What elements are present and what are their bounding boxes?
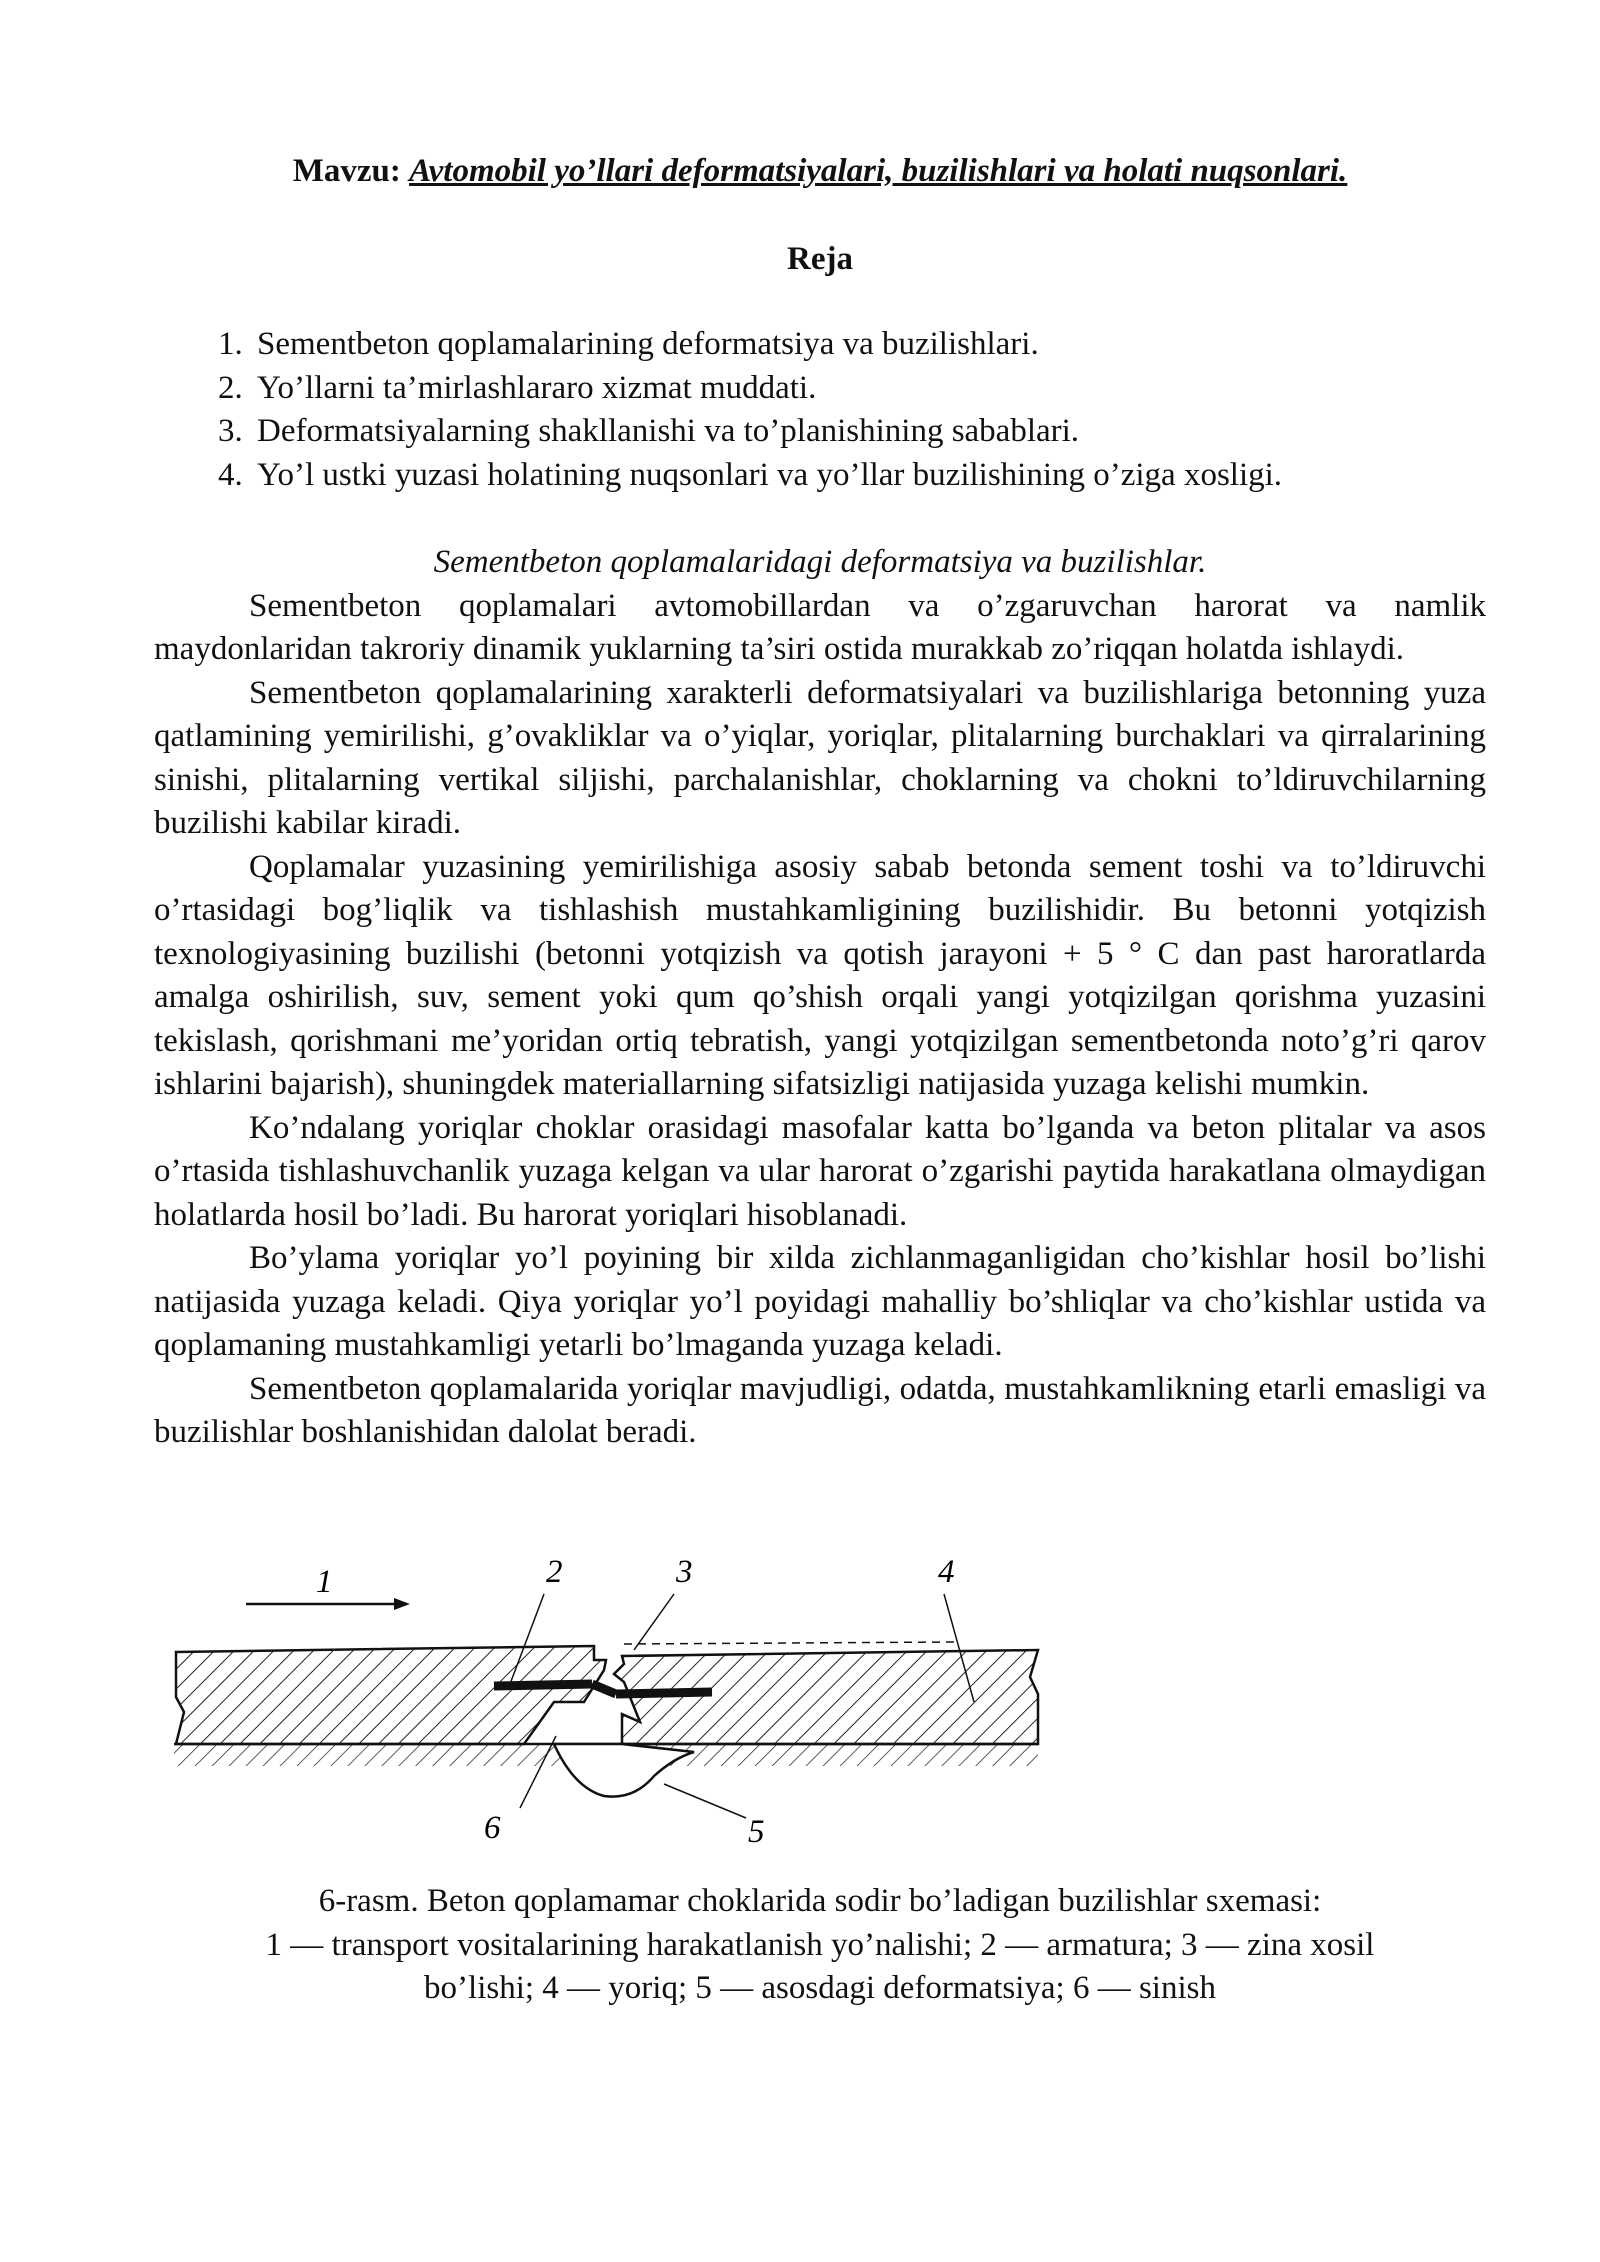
paragraph: Sementbeton qoplamalarining xarakterli deformatsiyalari va buzilishlariga betonning yuza qatlamining yemirilishi, g’ovakliklar va o’yiqlar, yoriqlar, plitalarning burchaklari va qirralarining sinishi, plitalarning vertikal siljishi, parchalanishlar, choklarning va chokni to’ldiruvchilarning buzilishi kabilar kiradi. (154, 674, 1486, 841)
plan-item: 3. Deformatsiyalarning shakllanishi va to’planishining sabablari. (251, 410, 1486, 454)
caption-line: 6-rasm. Beton qoplamamar choklarida sodir bo’ladigan buzilishlar sxemasi: (318, 1883, 1322, 1919)
step-line (624, 1642, 954, 1644)
topic-title: Avtomobil yo’llari deformatsiyalari, buzilishlari va holati nuqsonlari. (409, 153, 1348, 189)
paragraph: Sementbeton qoplamalari avtomobillardan va o’zgaruvchan harorat va namlik maydonlaridan takroriy dinamik yuklarning ta’siri ostida murakkab zo’riqqan holatda ishlaydi. (154, 587, 1486, 667)
paragraph: Qoplamalar yuzasining yemirilishiga asosiy sabab betonda sement toshi va to’ldiruvchi o’rtasidagi bog’liqlik va tishlashish mustahkamligining buzilishidir. Bu betonni yotqizish texnologiyasining buzilishi (betonni yotqizish va qotish jarayoni + 5 ° C dan past haroratlarda amalga oshirilish, suv, sement yoki qum qo’shish orqali yangi yotqizilgan qorishma yuzasini tekislash, qorishmani me’yoridan ortiq tebratish, yangi yotqizilgan sementbetonda noto’g’ri qarov ishlarini bajarish), shuningdek materiallarning sifatsizligi natijasida yuzaga kelishi mumkin. (154, 848, 1486, 1102)
topic-line (154, 150, 1486, 193)
figure-caption (154, 1880, 1486, 2011)
base-deformation (554, 1744, 694, 1797)
plan-item: 4. Yo’l ustki yuzasi holatining nuqsonlari va yo’llar buzilishining o’ziga xosligi. (251, 454, 1486, 498)
label-5: 5 (748, 1814, 765, 1850)
plan-heading: Reja (787, 241, 853, 277)
plan-item: 2. Yo’llarni ta’mirlashlararo xizmat muddati. (251, 367, 1486, 411)
label-4: 4 (938, 1554, 955, 1590)
plan-list (154, 323, 1486, 497)
left-slab (176, 1646, 606, 1744)
caption-line: 1 — transport vositalarining harakatlanish yo’nalishi; 2 — armatura; 3 — zina xosil (265, 1926, 1375, 1963)
document-page (154, 150, 1486, 1455)
paragraph: Sementbeton qoplamalarida yoriqlar mavjudligi, odatda, mustahkamlikning etarli emasligi va buzilishlar boshlanishidan dalolat beradi. (154, 1370, 1486, 1450)
paragraph: Ko’ndalang yoriqlar choklar orasidagi masofalar katta bo’lganda va beton plitalar va asos o’rtasida tishlashuvchanlik yuzaga kelgan va ular harorat o’zgarishi paytida harakatlana olmaydigan holatlarda hosil bo’ladi. Bu harorat yoriqlari hisoblanadi. (154, 1109, 1486, 1233)
topic-label: Mavzu: (292, 153, 401, 189)
plan-item: 1. Sementbeton qoplamalarining deformatsiya va buzilishlari. (251, 323, 1486, 367)
label-2: 2 (546, 1554, 563, 1590)
section-heading: Sementbeton qoplamalaridagi deformatsiya va buzilishlar. (433, 544, 1207, 580)
label-1: 1 (316, 1564, 333, 1600)
joint-damage-diagram (154, 1552, 1054, 1872)
paragraph: Bo’ylama yoriqlar yo’l poyining bir xilda zichlanmaganligidan cho’kishlar hosil bo’lishi natijasida yuzaga keladi. Qiya yoriqlar yo’l poyidagi mahalliy bo’shliqlar va cho’kishlar ustida va qoplamaning mustahkamligi yetarli bo’lmaganda yuzaga keladi. (154, 1240, 1486, 1363)
label-6: 6 (484, 1810, 501, 1846)
label-3: 3 (676, 1554, 693, 1590)
caption-line: bo’lishi; 4 — yoriq; 5 — asosdagi deformatsiya; 6 — sinish (424, 1970, 1216, 2006)
